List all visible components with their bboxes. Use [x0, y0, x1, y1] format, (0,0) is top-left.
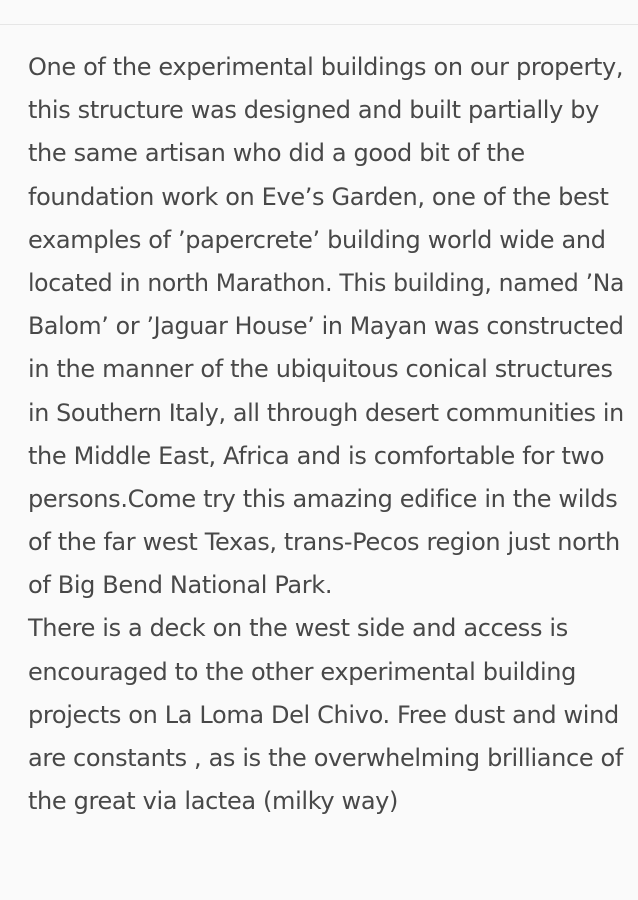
description-line: are constants , as is the overwhelming brilliance of: [28, 744, 623, 772]
description-line: foundation work on Eve’s Garden, one of the best: [28, 182, 609, 211]
description-line: projects on La Loma Del Chivo. Free dust and wind: [28, 700, 619, 729]
description-line: the Middle East, Africa and is comfortable for two: [28, 441, 605, 470]
description-line: of Big Bend National Park.: [28, 571, 333, 600]
description-line: examples of ’papercrete’ building world wide and: [28, 225, 606, 254]
description-line: the same artisan who did a good bit of the: [28, 139, 525, 168]
description-line: There is a deck on the west side and access is: [28, 614, 568, 643]
description-line: One of the experimental buildings on our property,: [28, 53, 624, 81]
description-line: the great via lactea (milky way): [28, 787, 399, 816]
description-line: this structure was designed and built partially by: [28, 96, 599, 125]
listing-description: [28, 46, 624, 823]
description-line: encouraged to the other experimental building: [28, 657, 577, 686]
top-divider: [0, 24, 638, 25]
description-line: in Southern Italy, all through desert communities in: [28, 398, 624, 427]
description-line: of the far west Texas, trans-Pecos region just north: [28, 528, 620, 557]
description-line: in the manner of the ubiquitous conical structures: [28, 355, 613, 384]
description-line: located in north Marathon. This building, named ’Na: [28, 268, 624, 297]
description-line: persons.Come try this amazing edifice in the wilds: [28, 484, 618, 513]
description-line: Balom’ or ’Jaguar House’ in Mayan was constructed: [28, 312, 624, 341]
